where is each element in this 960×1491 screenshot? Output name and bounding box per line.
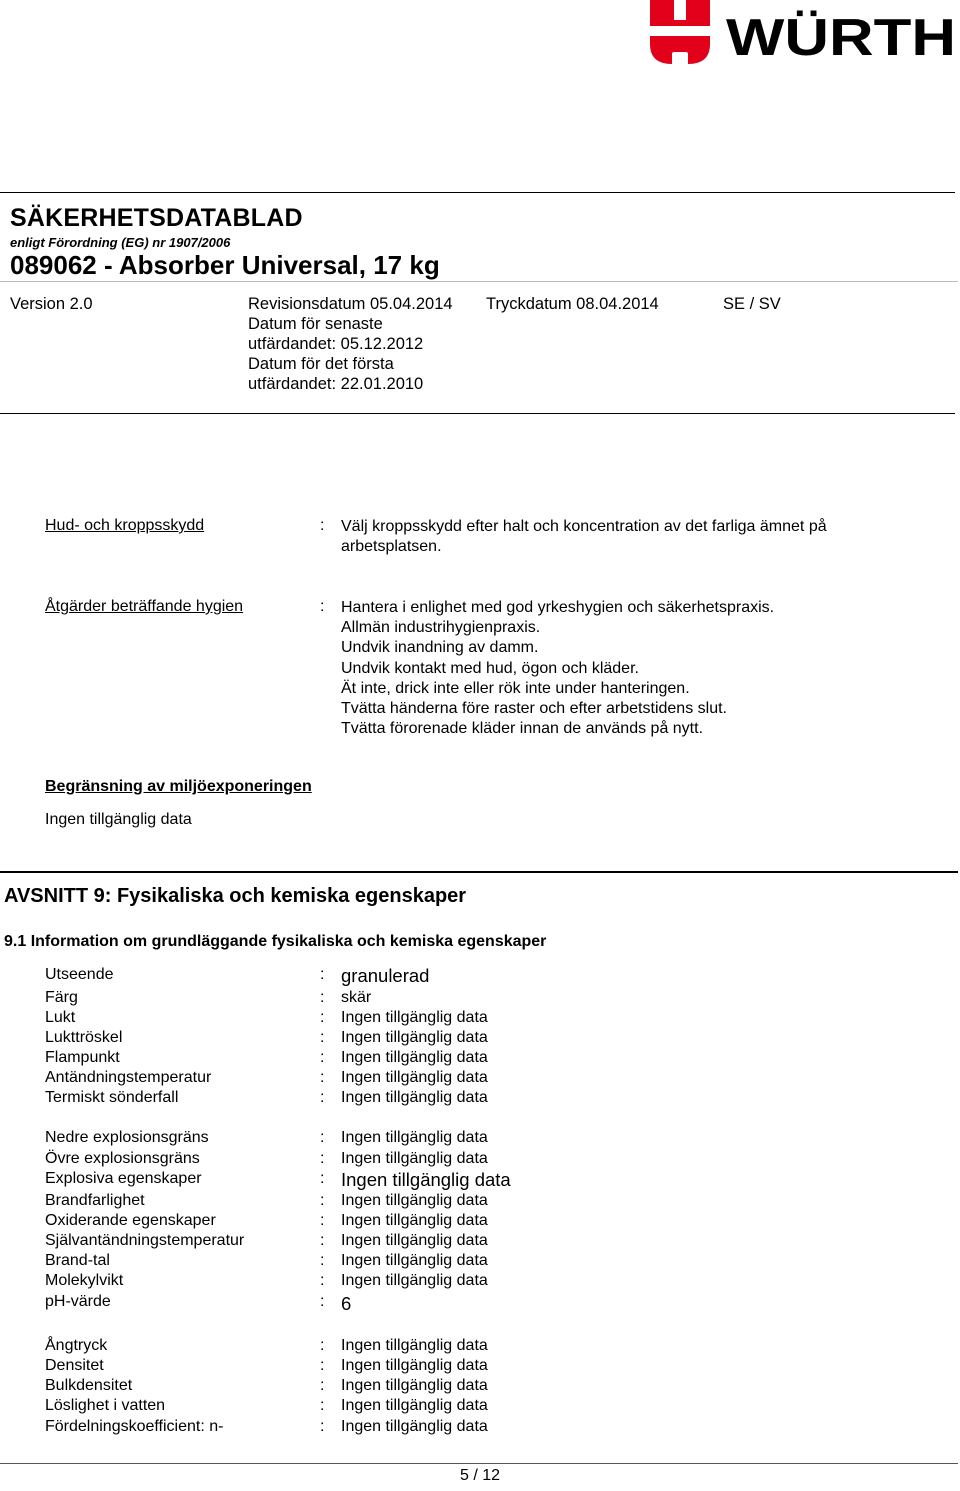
footer-rule (0, 1463, 958, 1464)
skin-protection-text (341, 517, 827, 557)
property-colon: : (320, 1357, 325, 1374)
hygiene-line: Tvätta förorenade kläder innan de används på nytt. (341, 720, 704, 738)
last-issue-label: Datum för senaste (248, 315, 383, 333)
first-issue-label: Datum för det första (248, 355, 394, 373)
property-value: Ingen tillgänglig data (341, 1029, 488, 1046)
property-name: Utseende (45, 966, 114, 983)
environment-text: Ingen tillgänglig data (45, 811, 192, 828)
property-name: Nedre explosionsgräns (45, 1129, 209, 1146)
header-top-rule (0, 192, 955, 193)
property-colon: : (320, 1377, 325, 1394)
property-value: Ingen tillgänglig data (341, 1252, 488, 1269)
revision-date: Revisionsdatum 05.04.2014 (248, 295, 453, 313)
hygiene-line: Undvik inandning av damm. (341, 639, 539, 657)
property-value: Ingen tillgänglig data (341, 1272, 488, 1289)
property-value: Ingen tillgänglig data (341, 1009, 488, 1026)
regulation-subtitle: enligt Förordning (EG) nr 1907/2006 (10, 235, 231, 250)
hygiene-label: Åtgärder beträffande hygien (45, 598, 244, 615)
hygiene-line: Undvik kontakt med hud, ögon och kläder. (341, 659, 639, 677)
property-colon: : (320, 989, 325, 1006)
skin-protection-line: arbetsplatsen. (341, 538, 442, 556)
property-value: Ingen tillgänglig data (341, 1357, 488, 1374)
wurth-logo (648, 0, 960, 70)
property-value: skär (341, 989, 372, 1006)
property-colon: : (320, 1272, 325, 1289)
hygiene-colon: : (320, 598, 325, 615)
property-colon: : (320, 966, 325, 983)
section9-rule (0, 871, 958, 873)
property-value: Ingen tillgänglig data (341, 1129, 488, 1146)
property-name: Brand-tal (45, 1252, 110, 1269)
header-title-rule (0, 281, 958, 282)
property-colon: : (320, 1049, 325, 1066)
property-name: Färg (45, 989, 78, 1006)
skin-protection-colon: : (320, 517, 325, 534)
property-colon: : (320, 1089, 325, 1106)
header-bottom-rule (0, 413, 955, 414)
property-colon: : (320, 1337, 325, 1354)
environment-heading: Begränsning av miljöexponeringen (45, 778, 312, 795)
property-value: Ingen tillgänglig data (341, 1049, 488, 1066)
property-value: Ingen tillgänglig data (341, 1232, 488, 1249)
property-name: pH-värde (45, 1293, 111, 1310)
property-colon: : (320, 1129, 325, 1146)
hygiene-line: Tvätta händerna före raster och efter arbetstidens slut. (341, 700, 727, 718)
wurth-logo-emblem (650, 0, 710, 64)
property-name: Lukttröskel (45, 1029, 123, 1046)
section9-subtitle: 9.1 Information om grundläggande fysikaliska och kemiska egenskaper (4, 933, 547, 950)
page-number: 5 / 12 (459, 1467, 501, 1484)
property-value: Ingen tillgänglig data (341, 1377, 488, 1394)
property-name: Lukt (45, 1009, 76, 1026)
property-value: Ingen tillgänglig data (341, 1212, 488, 1229)
property-colon: : (320, 1170, 325, 1187)
property-name: Löslighet i vatten (45, 1397, 166, 1414)
property-colon: : (320, 1293, 325, 1310)
property-name: Brandfarlighet (45, 1192, 145, 1209)
skin-protection-line: Välj kroppsskydd efter halt och koncentration av det farliga ämnet på (341, 518, 827, 535)
hygiene-line: Ät inte, drick inte eller rök inte under hanteringen. (341, 679, 690, 697)
hygiene-line: Allmän industrihygienpraxis. (341, 619, 541, 637)
property-colon: : (320, 1009, 325, 1026)
last-issue-value: utfärdandet: 05.12.2012 (248, 335, 424, 353)
property-colon: : (320, 1069, 325, 1086)
wurth-logo-wordmark: WÜRTH (726, 9, 956, 67)
property-colon: : (320, 1150, 325, 1167)
hygiene-text (341, 598, 774, 739)
skin-protection-label: Hud- och kroppsskydd (45, 517, 205, 534)
version-label: Version 2.0 (10, 295, 93, 313)
property-name: Fördelningskoefficient: n- (45, 1418, 224, 1435)
property-name: Ångtryck (45, 1337, 108, 1354)
property-colon: : (320, 1397, 325, 1414)
first-issue-value: utfärdandet: 22.01.2010 (248, 375, 424, 393)
document-title: SÄKERHETSDATABLAD (10, 204, 303, 232)
property-value: Ingen tillgänglig data (341, 1192, 488, 1209)
property-name: Termiskt sönderfall (45, 1089, 179, 1106)
property-colon: : (320, 1192, 325, 1209)
locale-label: SE / SV (723, 295, 781, 313)
property-colon: : (320, 1418, 325, 1435)
property-value: Ingen tillgänglig data (341, 1089, 488, 1106)
hygiene-line: Hantera i enlighet med god yrkeshygien och säkerhetspraxis. (341, 599, 775, 616)
property-name: Självantändningstemperatur (45, 1232, 245, 1249)
property-name: Övre explosionsgräns (45, 1150, 200, 1167)
property-name: Bulkdensitet (45, 1377, 133, 1394)
property-name: Densitet (45, 1357, 104, 1374)
property-name: Oxiderande egenskaper (45, 1212, 216, 1229)
property-name: Antändningstemperatur (45, 1069, 212, 1086)
property-colon: : (320, 1029, 325, 1046)
property-value: Ingen tillgänglig data (341, 1169, 511, 1190)
property-name: Explosiva egenskaper (45, 1170, 202, 1187)
property-value: Ingen tillgänglig data (341, 1418, 488, 1435)
section9-title: AVSNITT 9: Fysikaliska och kemiska egenskaper (4, 885, 467, 907)
property-value: 6 (341, 1293, 352, 1314)
product-title: 089062 - Absorber Universal, 17 kg (10, 250, 440, 280)
property-name: Flampunkt (45, 1049, 120, 1066)
property-value: Ingen tillgänglig data (341, 1069, 488, 1086)
property-colon: : (320, 1212, 325, 1229)
print-date: Tryckdatum 08.04.2014 (486, 295, 659, 313)
property-value: Ingen tillgänglig data (341, 1337, 488, 1354)
property-colon: : (320, 1252, 325, 1269)
property-value: Ingen tillgänglig data (341, 1150, 488, 1167)
property-name: Molekylvikt (45, 1272, 124, 1289)
property-colon: : (320, 1232, 325, 1249)
property-value: Ingen tillgänglig data (341, 1397, 488, 1414)
property-value: granulerad (341, 965, 430, 986)
